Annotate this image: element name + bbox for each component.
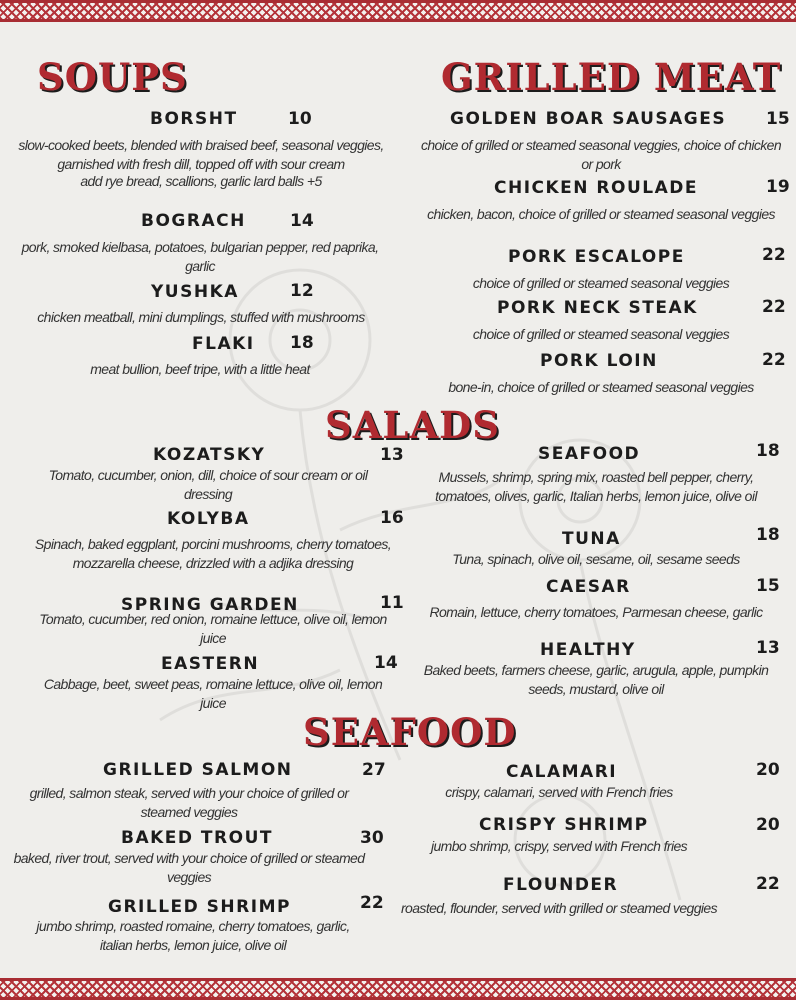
item-price: 12 xyxy=(290,281,314,301)
item-name: SPRING GARDEN xyxy=(121,595,299,615)
item-name: GRILLED SHRIMP xyxy=(108,897,291,917)
item-name: BORSHT xyxy=(150,109,238,129)
item-name: BOGRACH xyxy=(141,211,246,231)
item-name: TUNA xyxy=(562,529,621,549)
item-price: 15 xyxy=(766,109,790,129)
item-extra: add rye bread, scallions, garlic lard balls +5 xyxy=(80,173,322,189)
item-price: 16 xyxy=(380,508,404,528)
item-price: 22 xyxy=(762,350,786,370)
item-price: 20 xyxy=(756,815,780,835)
item-description: slow-cooked beets, blended with braised beef, seasonal veggies, garnished with fresh dill, topped off with sour cream xyxy=(18,137,384,172)
item-description: choice of grilled or steamed seasonal veggies, choice of chicken or pork xyxy=(420,137,782,172)
item-name: CRISPY SHRIMP xyxy=(479,815,649,835)
item-price: 22 xyxy=(756,874,780,894)
section-title-soups: SOUPS xyxy=(37,55,188,99)
item-name: EASTERN xyxy=(161,654,260,674)
item-description: Tomato, cucumber, onion, dill, choice of sour cream or oil dressing xyxy=(48,467,368,502)
item-price: 14 xyxy=(374,653,398,673)
item-description: pork, smoked kielbasa, potatoes, bulgarian pepper, red paprika, garlic xyxy=(21,239,379,274)
item-price: 22 xyxy=(360,893,384,913)
item-price: 30 xyxy=(360,828,384,848)
item-price: 15 xyxy=(756,576,780,596)
item-description: Tomato, cucumber, red onion, romaine lettuce, olive oil, lemon juice xyxy=(39,611,387,646)
item-description: Romain, lettuce, cherry tomatoes, Parmesan cheese, garlic xyxy=(429,604,763,620)
item-description: chicken, bacon, choice of grilled or steamed seasonal veggies xyxy=(427,206,775,222)
item-name: FLAKI xyxy=(192,334,255,354)
item-description: Spinach, baked eggplant, porcini mushrooms, cherry tomatoes, mozzarella cheese, drizzled with a adjika dressing xyxy=(34,536,392,571)
item-description: Baked beets, farmers cheese, garlic, arugula, apple, pumpkin seeds, mustard, olive oil xyxy=(423,662,769,697)
item-description: meat bullion, beef tripe, with a little heat xyxy=(90,361,310,377)
item-price: 22 xyxy=(762,245,786,265)
item-price: 18 xyxy=(290,333,314,353)
item-description: roasted, flounder, served with grilled or steamed veggies xyxy=(401,900,717,916)
item-description: baked, river trout, served with your choice of grilled or steamed veggies xyxy=(13,850,365,885)
item-name: PORK ESCALOPE xyxy=(508,247,685,267)
item-description: Mussels, shrimp, spring mix, roasted bell pepper, cherry, tomatoes, olives, garlic, Italian herbs, lemon juice, olive oil xyxy=(435,469,757,504)
item-name: CHICKEN ROULADE xyxy=(494,178,698,198)
item-description: grilled, salmon steak, served with your choice of grilled or steamed veggies xyxy=(29,785,349,820)
item-price: 19 xyxy=(766,177,790,197)
item-description: Cabbage, beet, sweet peas, romaine lettuce, olive oil, lemon juice xyxy=(43,676,383,711)
item-price: 10 xyxy=(288,109,312,129)
item-name: SEAFOOD xyxy=(538,444,641,464)
item-name: GRILLED SALMON xyxy=(103,760,293,780)
item-name: KOZATSKY xyxy=(153,445,266,465)
item-price: 20 xyxy=(756,760,780,780)
item-description: crispy, calamari, served with French fries xyxy=(445,784,673,800)
top-embroidery-border xyxy=(0,0,796,22)
item-price: 22 xyxy=(762,297,786,317)
item-description: Tuna, spinach, olive oil, sesame, oil, sesame seeds xyxy=(452,551,740,567)
item-price: 11 xyxy=(380,593,404,613)
item-name: CAESAR xyxy=(546,577,631,597)
item-name: HEALTHY xyxy=(540,640,636,660)
item-name: YUSHKA xyxy=(151,282,239,302)
item-description: jumbo shrimp, roasted romaine, cherry tomatoes, garlic, italian herbs, lemon juice, olive oil xyxy=(36,918,350,953)
item-price: 14 xyxy=(290,211,314,231)
item-name: KOLYBA xyxy=(167,509,250,529)
section-title-grilled-meat: GRILLED MEAT xyxy=(441,55,782,99)
section-title-seafood: SEAFOOD xyxy=(303,710,517,754)
item-name: PORK LOIN xyxy=(540,351,658,371)
item-price: 13 xyxy=(756,638,780,658)
item-price: 18 xyxy=(756,441,780,461)
item-description: bone-in, choice of grilled or steamed seasonal veggies xyxy=(448,379,754,395)
item-description: choice of grilled or steamed seasonal veggies xyxy=(472,326,730,342)
item-name: BAKED TROUT xyxy=(121,828,273,848)
section-title-salads: SALADS xyxy=(325,403,500,447)
item-name: FLOUNDER xyxy=(503,875,619,895)
bottom-embroidery-border xyxy=(0,978,796,1000)
item-name: CALAMARI xyxy=(506,762,618,782)
item-description: jumbo shrimp, crispy, served with French fries xyxy=(430,838,688,854)
item-description: choice of grilled or steamed seasonal veggies xyxy=(472,275,730,291)
item-price: 13 xyxy=(380,445,404,465)
item-price: 27 xyxy=(362,760,386,780)
item-price: 18 xyxy=(756,525,780,545)
item-name: GOLDEN BOAR SAUSAGES xyxy=(450,109,727,129)
item-name: PORK NECK STEAK xyxy=(497,298,698,318)
item-description: chicken meatball, mini dumplings, stuffed with mushrooms xyxy=(37,309,365,325)
